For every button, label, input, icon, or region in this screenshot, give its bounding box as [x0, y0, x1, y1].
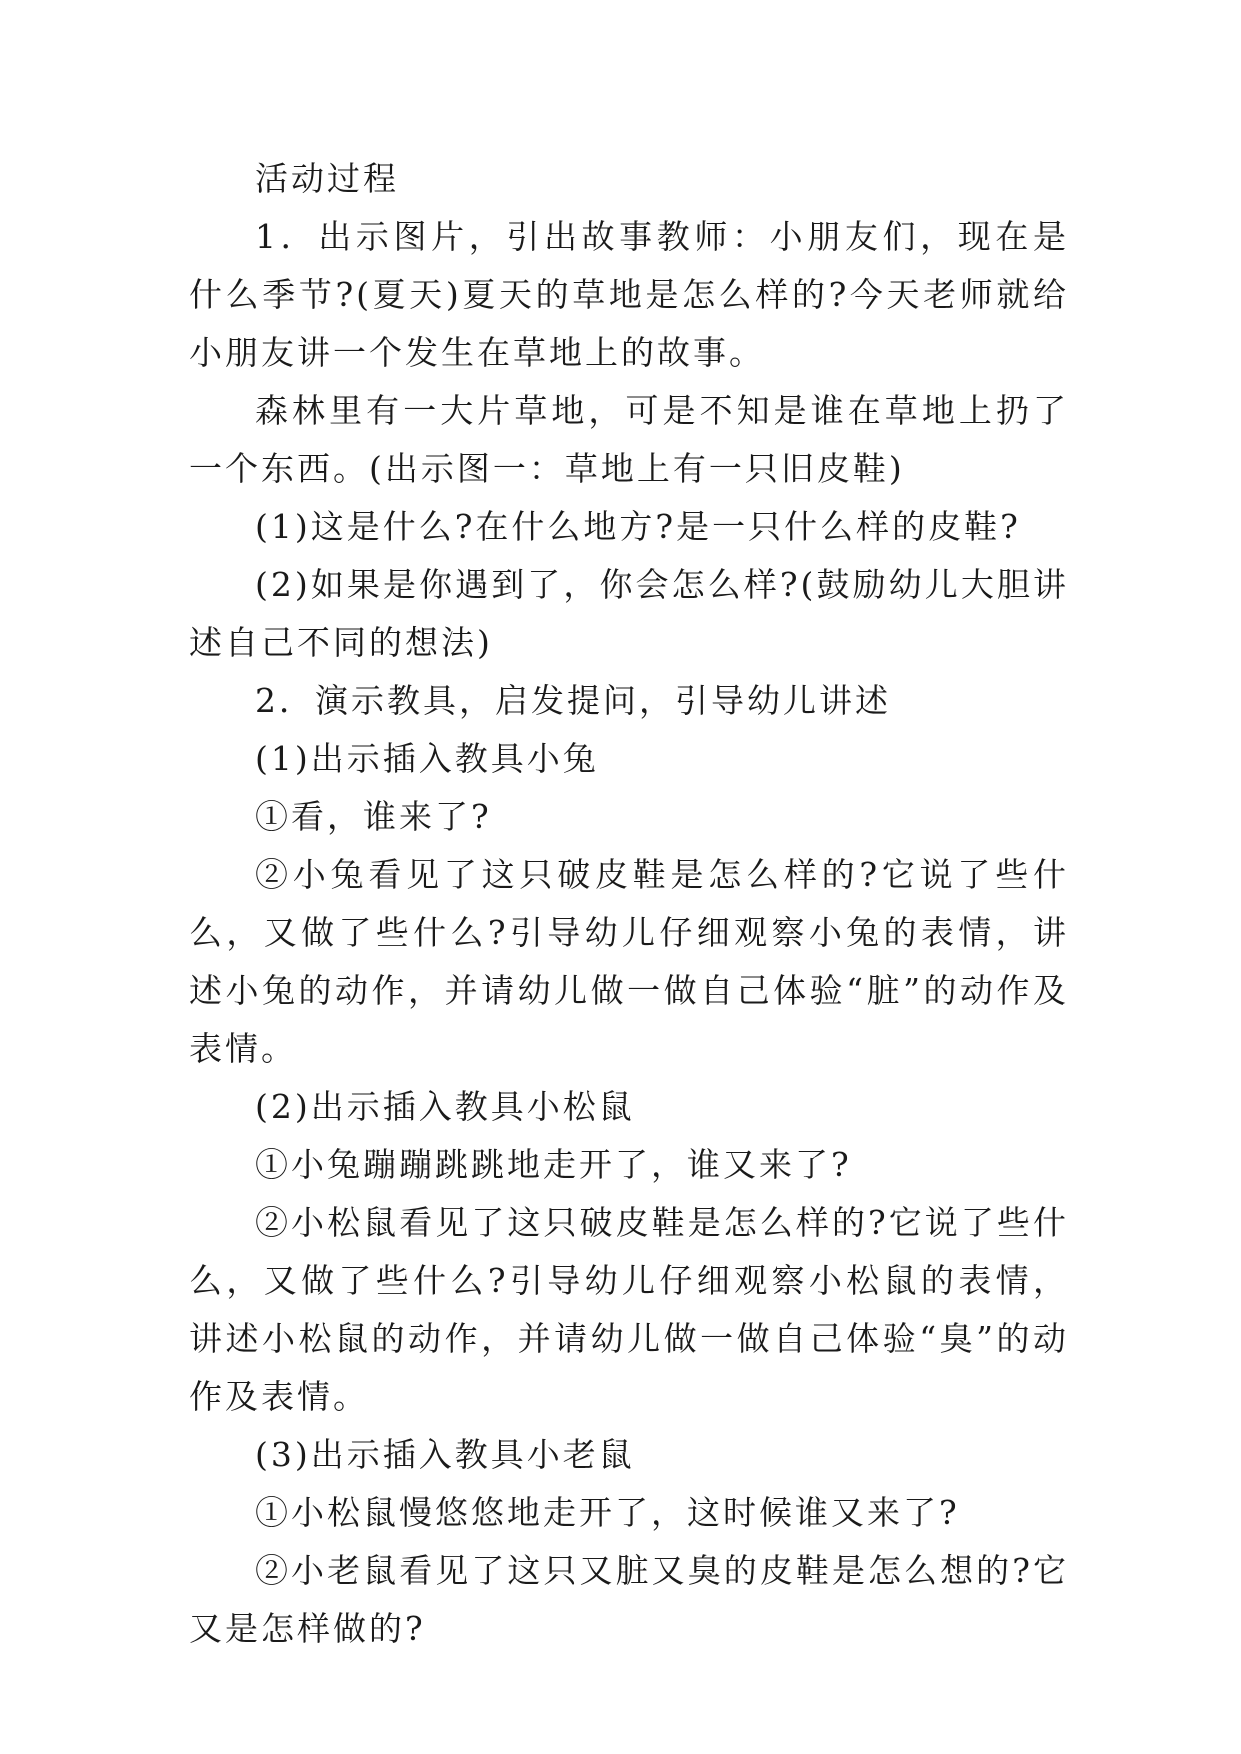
paragraph: 1．出示图片，引出故事教师：小朋友们，现在是什么季节?(夏天)夏天的草地是怎么样的?今天老师就给小朋友讲一个发生在草地上的故事。 [189, 217, 1069, 372]
paragraph: (2)出示插入教具小松鼠 [255, 1087, 635, 1126]
paragraph: ①小兔蹦蹦跳跳地走开了，谁又来了? [255, 1145, 852, 1184]
paragraph: ②小松鼠看见了这只破皮鞋是怎么样的?它说了些什么，又做了些什么?引导幼儿仔细观察小松鼠的表情，讲述小松鼠的动作，并请幼儿做一做自己体验“臭”的动作及表情。 [189, 1203, 1069, 1416]
paragraph: (3)出示插入教具小老鼠 [255, 1435, 635, 1474]
document-body [189, 150, 1069, 1658]
section-heading: 活动过程 [255, 159, 399, 198]
paragraph: ②小兔看见了这只破皮鞋是怎么样的?它说了些什么，又做了些什么?引导幼儿仔细观察小兔的表情，讲述小兔的动作，并请幼儿做一做自己体验“脏”的动作及表情。 [189, 855, 1069, 1068]
paragraph: (1)出示插入教具小兔 [255, 739, 599, 778]
paragraph: 森林里有一大片草地，可是不知是谁在草地上扔了一个东西。(出示图一：草地上有一只旧皮鞋) [189, 391, 1069, 488]
paragraph: ①看，谁来了? [255, 797, 492, 836]
paragraph: 2．演示教具，启发提问，引导幼儿讲述 [255, 681, 891, 720]
paragraph: (1)这是什么?在什么地方?是一只什么样的皮鞋? [255, 507, 1021, 546]
paragraph: ①小松鼠慢悠悠地走开了，这时候谁又来了? [255, 1493, 960, 1532]
paragraph: ②小老鼠看见了这只又脏又臭的皮鞋是怎么想的?它又是怎样做的? [189, 1551, 1069, 1648]
paragraph: (2)如果是你遇到了，你会怎么样?(鼓励幼儿大胆讲述自己不同的想法) [189, 565, 1069, 662]
